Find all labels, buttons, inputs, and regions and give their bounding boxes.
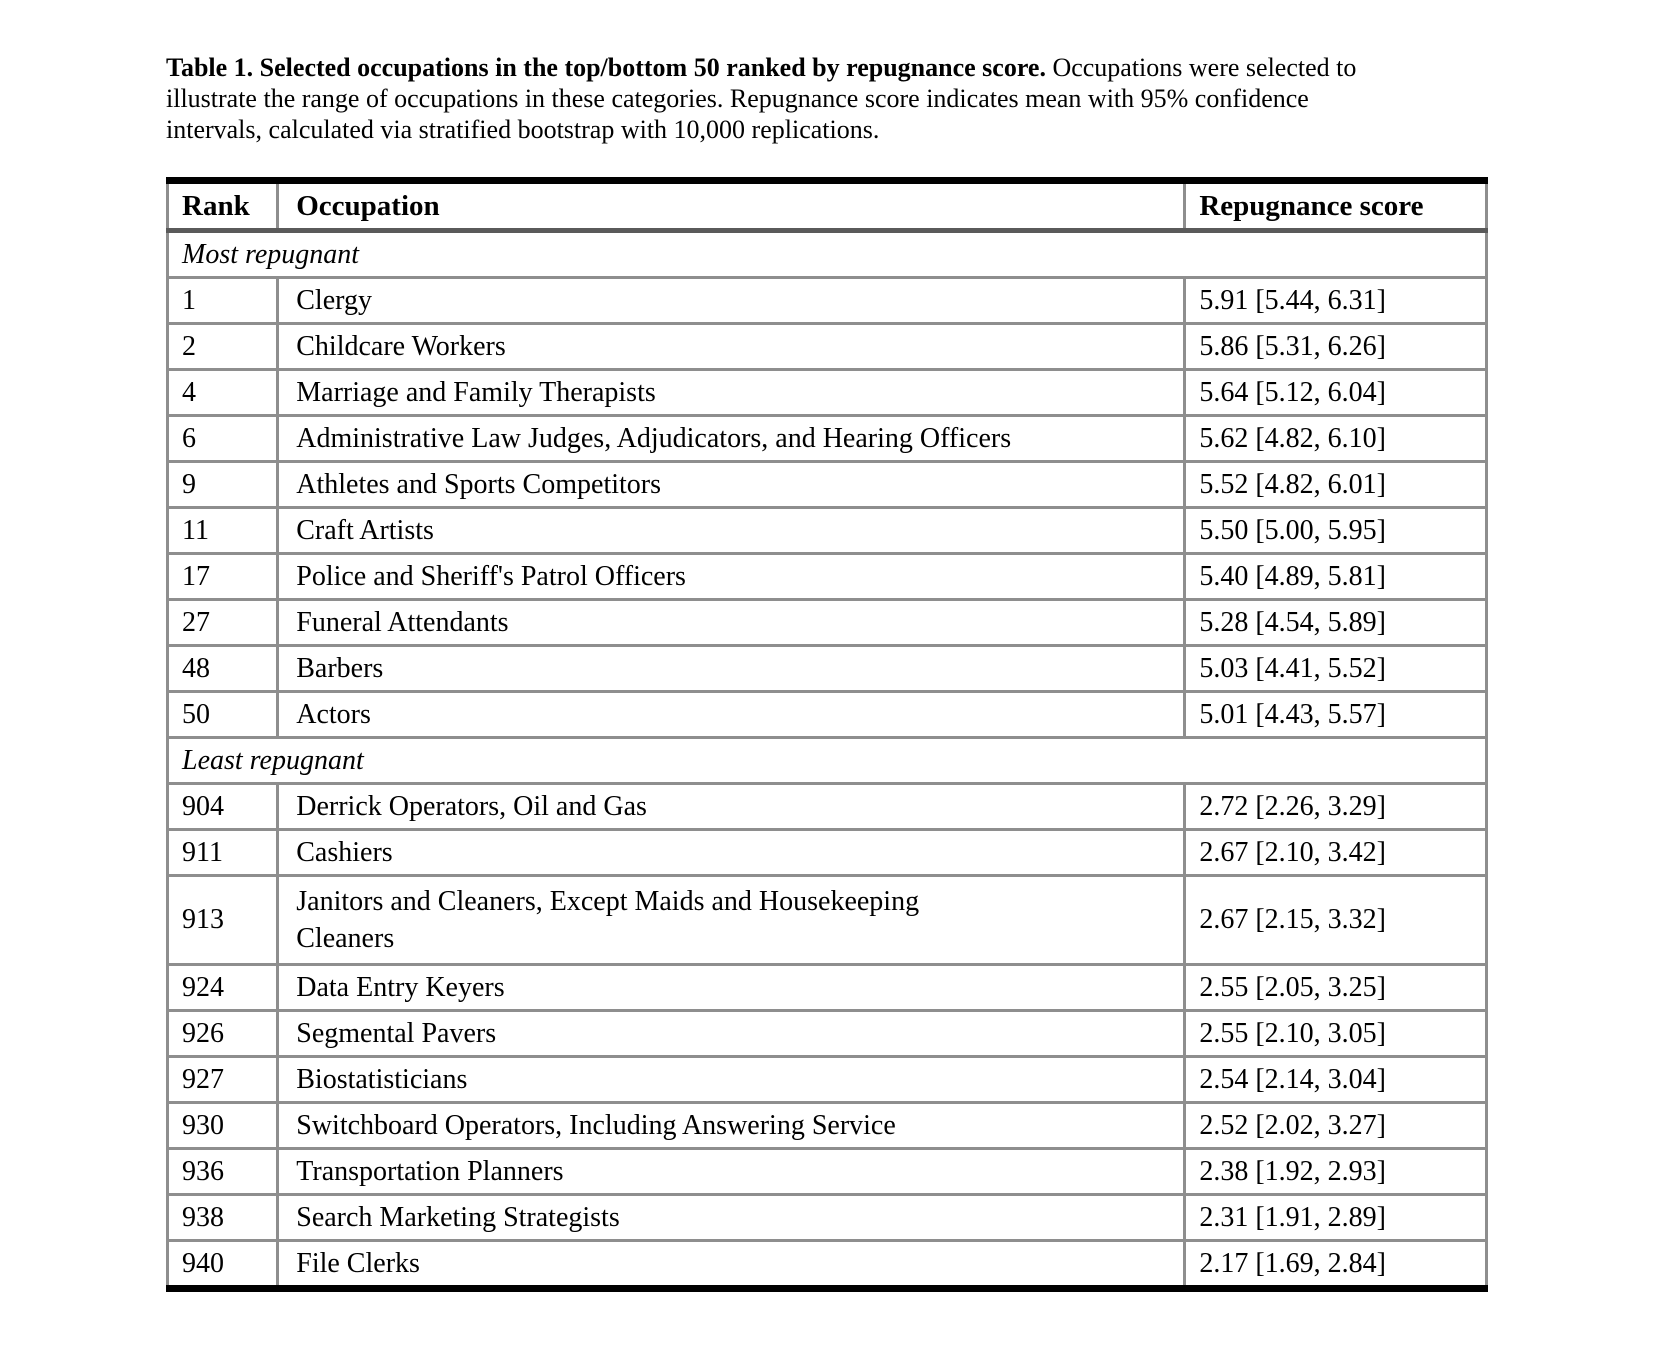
occupation-cell: Switchboard Operators, Including Answering Service	[278, 1103, 1185, 1149]
section-row	[168, 738, 1487, 784]
rank-cell: 48	[168, 646, 278, 692]
score-cell: 5.91 [5.44, 6.31]	[1185, 278, 1487, 324]
table-row	[168, 830, 1487, 876]
occupation-cell: Police and Sheriff's Patrol Officers	[278, 554, 1185, 600]
rank-cell: 2	[168, 324, 278, 370]
rank-cell: 11	[168, 508, 278, 554]
score-cell: 5.50 [5.00, 5.95]	[1185, 508, 1487, 554]
score-cell: 2.31 [1.91, 2.89]	[1185, 1195, 1487, 1241]
section-label: Most repugnant	[168, 231, 1487, 278]
table-row	[168, 416, 1487, 462]
rank-cell: 4	[168, 370, 278, 416]
table-header	[168, 181, 1487, 231]
table-row	[168, 692, 1487, 738]
rank-cell: 6	[168, 416, 278, 462]
rank-cell: 926	[168, 1011, 278, 1057]
occupation-cell: Childcare Workers	[278, 324, 1185, 370]
score-cell: 2.72 [2.26, 3.29]	[1185, 784, 1487, 830]
occupation-cell: File Clerks	[278, 1241, 1185, 1289]
rank-cell: 1	[168, 278, 278, 324]
rank-cell: 9	[168, 462, 278, 508]
score-cell: 2.67 [2.10, 3.42]	[1185, 830, 1487, 876]
table-row	[168, 462, 1487, 508]
score-cell: 5.64 [5.12, 6.04]	[1185, 370, 1487, 416]
table-body	[168, 231, 1487, 1289]
table-row	[168, 1103, 1487, 1149]
column-header-occupation: Occupation	[278, 181, 1185, 231]
occupation-cell: Barbers	[278, 646, 1185, 692]
section-label: Least repugnant	[168, 738, 1487, 784]
table-row	[168, 1195, 1487, 1241]
score-cell: 5.28 [4.54, 5.89]	[1185, 600, 1487, 646]
caption-body: Occupations were selected to illustrate the range of occupations in these categories. Repugnance score indicates mean with 95% confidence intervals, calculated via stratified bootstrap with 10,000 replications.	[166, 53, 1357, 144]
occupation-cell: Biostatisticians	[278, 1057, 1185, 1103]
occupation-cell: Segmental Pavers	[278, 1011, 1185, 1057]
score-cell: 5.40 [4.89, 5.81]	[1185, 554, 1487, 600]
rank-cell: 930	[168, 1103, 278, 1149]
occupation-cell: Transportation Planners	[278, 1149, 1185, 1195]
score-cell: 2.55 [2.10, 3.05]	[1185, 1011, 1487, 1057]
score-cell: 5.52 [4.82, 6.01]	[1185, 462, 1487, 508]
occupation-cell: Marriage and Family Therapists	[278, 370, 1185, 416]
table-row	[168, 508, 1487, 554]
table-row	[168, 876, 1487, 965]
score-cell: 2.17 [1.69, 2.84]	[1185, 1241, 1487, 1289]
table-row	[168, 1011, 1487, 1057]
rank-cell: 924	[168, 965, 278, 1011]
header-row	[168, 181, 1487, 231]
occupation-cell: Athletes and Sports Competitors	[278, 462, 1185, 508]
score-cell: 5.86 [5.31, 6.26]	[1185, 324, 1487, 370]
score-cell: 2.67 [2.15, 3.32]	[1185, 876, 1487, 965]
table-row	[168, 278, 1487, 324]
occupation-cell: Data Entry Keyers	[278, 965, 1185, 1011]
rank-cell: 17	[168, 554, 278, 600]
occupation-cell: Derrick Operators, Oil and Gas	[278, 784, 1185, 830]
score-cell: 2.55 [2.05, 3.25]	[1185, 965, 1487, 1011]
rank-cell: 50	[168, 692, 278, 738]
occupation-cell: Administrative Law Judges, Adjudicators, and Hearing Officers	[278, 416, 1185, 462]
rank-cell: 927	[168, 1057, 278, 1103]
occupation-cell: Funeral Attendants	[278, 600, 1185, 646]
occupation-cell: Actors	[278, 692, 1185, 738]
occupation-cell: Search Marketing Strategists	[278, 1195, 1185, 1241]
table-row	[168, 370, 1487, 416]
repugnance-table	[166, 177, 1488, 1292]
table-row	[168, 784, 1487, 830]
table-row	[168, 646, 1487, 692]
table-row	[168, 600, 1487, 646]
rank-cell: 938	[168, 1195, 278, 1241]
occupation-cell: Cashiers	[278, 830, 1185, 876]
table-row	[168, 324, 1487, 370]
occupation-cell: Janitors and Cleaners, Except Maids and Housekeeping Cleaners	[278, 876, 1185, 965]
table-row	[168, 1057, 1487, 1103]
score-cell: 2.52 [2.02, 3.27]	[1185, 1103, 1487, 1149]
caption-title: Table 1. Selected occupations in the top/bottom 50 ranked by repugnance score.	[166, 53, 1046, 82]
column-header-rank: Rank	[168, 181, 278, 231]
rank-cell: 911	[168, 830, 278, 876]
table-row	[168, 554, 1487, 600]
score-cell: 5.01 [4.43, 5.57]	[1185, 692, 1487, 738]
column-header-score: Repugnance score	[1185, 181, 1487, 231]
rank-cell: 940	[168, 1241, 278, 1289]
score-cell: 5.03 [4.41, 5.52]	[1185, 646, 1487, 692]
score-cell: 2.54 [2.14, 3.04]	[1185, 1057, 1487, 1103]
occupation-cell: Craft Artists	[278, 508, 1185, 554]
occupation-cell: Clergy	[278, 278, 1185, 324]
score-cell: 2.38 [1.92, 2.93]	[1185, 1149, 1487, 1195]
table-row	[168, 965, 1487, 1011]
section-row	[168, 231, 1487, 278]
rank-cell: 27	[168, 600, 278, 646]
rank-cell: 936	[168, 1149, 278, 1195]
table-row	[168, 1149, 1487, 1195]
table-caption	[166, 52, 1398, 145]
rank-cell: 913	[168, 876, 278, 965]
rank-cell: 904	[168, 784, 278, 830]
table-row	[168, 1241, 1487, 1289]
score-cell: 5.62 [4.82, 6.10]	[1185, 416, 1487, 462]
